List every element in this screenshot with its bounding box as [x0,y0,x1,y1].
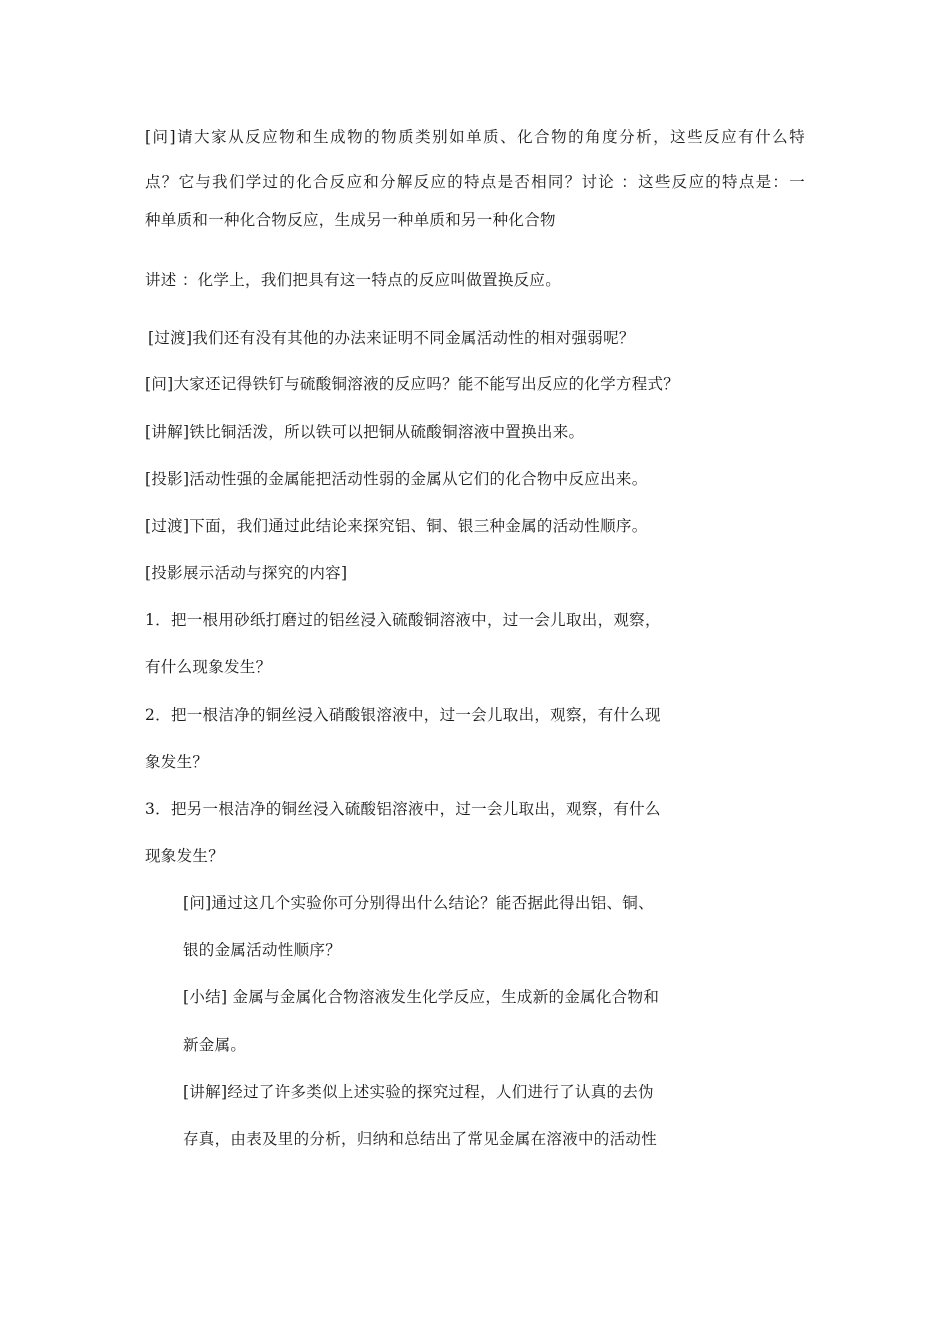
list-item-3-line-1: 3．把另一根洁净的铜丝浸入硫酸铝溶液中，过一会儿取出，观察，有什么 [145,800,661,818]
list-item-2-line-2: 象发生？ [145,753,209,771]
indented-line-6: 存真，由表及里的分析，归纳和总结出了常见金属在溶液中的活动性 [183,1130,658,1148]
indented-line-3: [小结] 金属与金属化合物溶液发生化学反应，生成新的金属化合物和 [183,988,660,1006]
paragraph-line-10: [投影展示活动与探究的内容] [145,564,348,582]
paragraph-line-2: 点？它与我们学过的化合反应和分解反应的特点是否相同？讨论 ：这些反应的特点是：一 [145,173,805,191]
paragraph-line-7: [讲解]铁比铜活泼，所以铁可以把铜从硫酸铜溶液中置换出来。 [145,423,585,441]
paragraph-line-3: 种单质和一种化合物反应，生成另一种单质和另一种化合物 [145,211,556,229]
paragraph-line-5: [过渡]我们还有没有其他的办法来证明不同金属活动性的相对强弱呢？ [148,329,635,347]
paragraph-line-9: [过渡]下面，我们通过此结论来探究铝、铜、银三种金属的活动性顺序。 [145,517,648,535]
indented-line-2: 银的金属活动性顺序？ [183,941,342,959]
list-item-1-line-1: 1．把一根用砂纸打磨过的铝丝浸入硫酸铜溶液中，过一会儿取出，观察， [145,611,661,629]
indented-line-5: [讲解]经过了许多类似上述实验的探究过程，人们进行了认真的去伪 [183,1083,654,1101]
list-item-3-line-2: 现象发生？ [145,847,225,865]
indented-line-4: 新金属。 [183,1036,247,1054]
paragraph-line-6: [问]大家还记得铁钉与硫酸铜溶液的反应吗？能不能写出反应的化学方程式？ [145,375,680,393]
paragraph-line-8: [投影]活动性强的金属能把活动性弱的金属从它们的化合物中反应出来。 [145,470,648,488]
list-item-1-line-2: 有什么现象发生？ [145,658,272,676]
paragraph-line-4: 讲述 ：化学上，我们把具有这一特点的反应叫做置换反应。 [145,271,562,289]
list-item-2-line-1: 2．把一根洁净的铜丝浸入硝酸银溶液中，过一会儿取出，观察，有什么现 [145,706,661,724]
paragraph-line-1: [问]请大家从反应物和生成物的物质类别如单质、化合物的角度分析，这些反应有什么特 [145,128,805,146]
indented-line-1: [问]通过这几个实验你可分别得出什么结论？能否据此得出铝、铜、 [183,894,654,912]
